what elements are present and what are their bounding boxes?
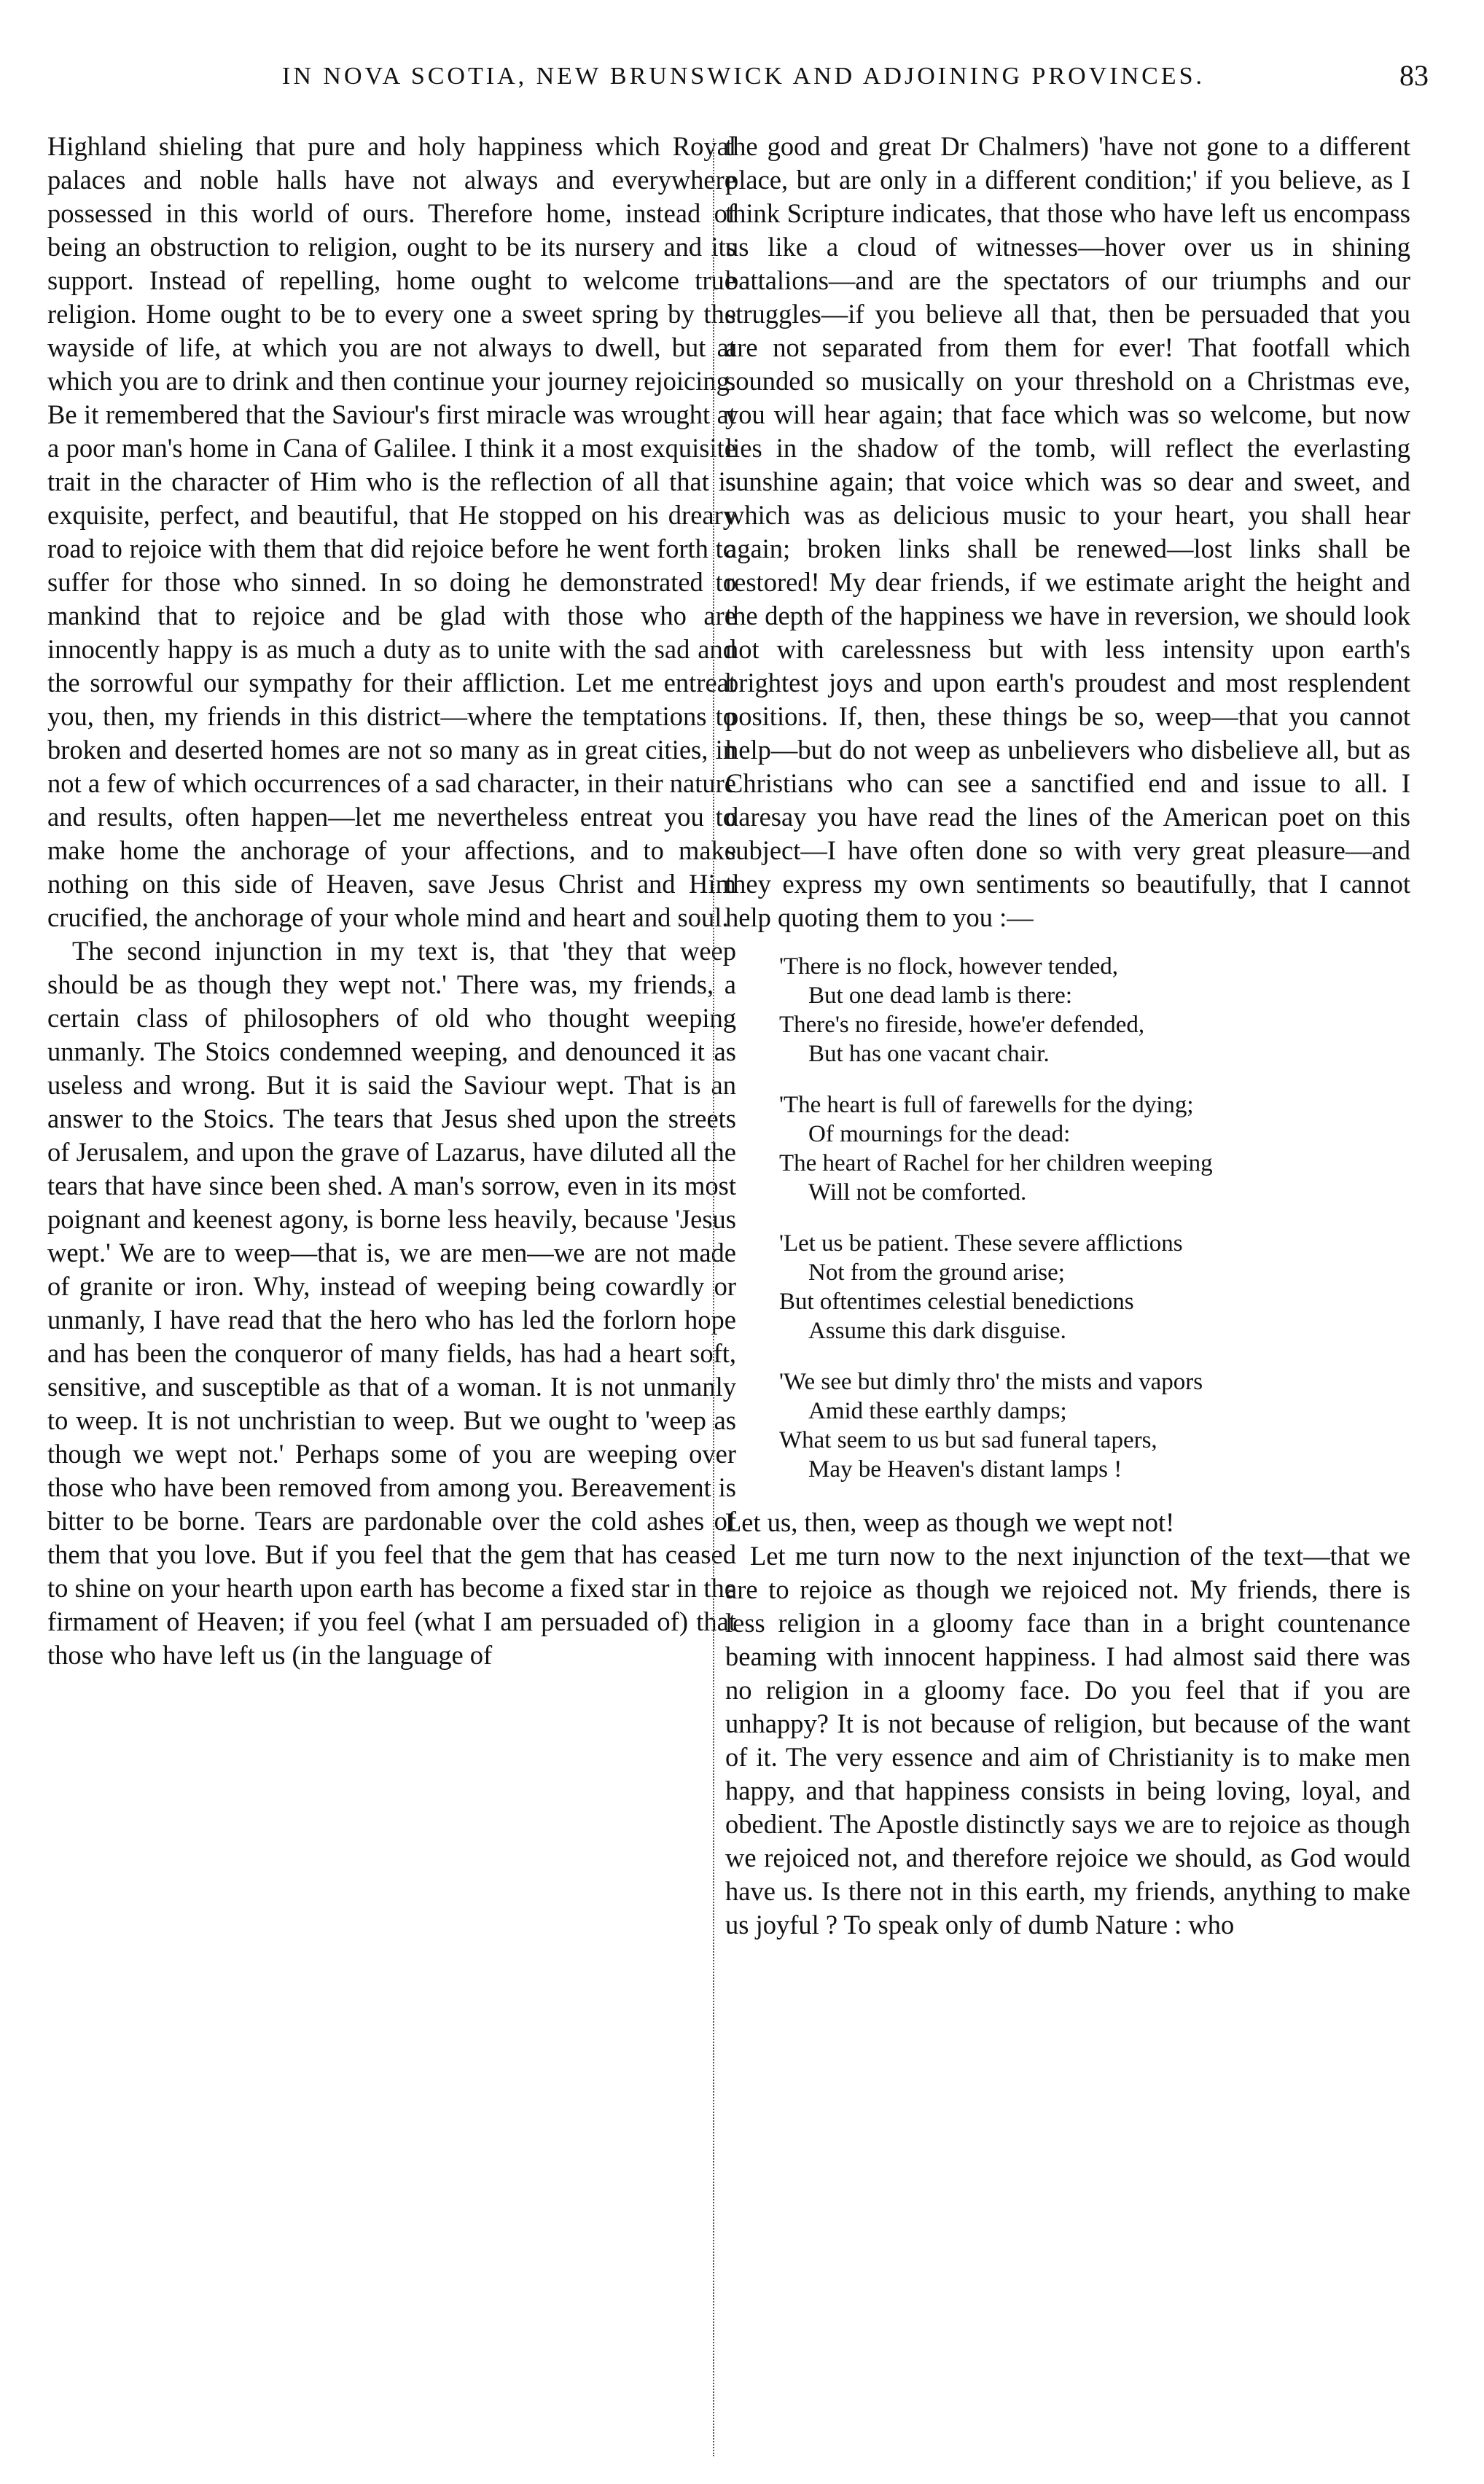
poem-line: 'There is no flock, however tended, (779, 953, 1119, 980)
poem-line: What seem to us but sad funeral tapers, (779, 1427, 1157, 1453)
column-divider (713, 138, 714, 2456)
paragraph: The second injunction in my text is, that 'they that weep should be as though they wept not.' There was, my friends, a certain class of philosophers of old who thought weeping unmanly. The Stoics condemned weeping, and denounced it as useless and wrong. But it is said the Saviour wept. That is an answer to the Stoics. The tears that Jesus shed upon the streets of Jerusalem, and upon the grave of Lazarus, have diluted all the tears that have since been shed. A man's sorrow, even in its most poignant and keenest agony, is borne less heavily, because 'Jesus wept.' We are to weep—that is, we are men—we are not made of granite or iron. Why, instead of weeping being cowardly or unmanly, I have read that the hero who has led the forlorn hope and has been the conqueror of many fields, has had a heart soft, sensitive, and susceptible as that of a woman. It is not unmanly to weep. It is not unchristian to weep. But we ought to 'weep as though we wept not.' Perhaps some of you are weeping over those who have been removed from among you. Bereavement is bitter to be borne. Tears are pardonable over the cold ashes of them that you love. But if you feel that the gem that has ceased to shine on your hearth upon earth has become a fixed star in the firmament of Heaven; if you feel (what I am persuaded of) that those who have left us (in the language of (47, 936, 736, 1670)
page-number: 83 (1399, 59, 1429, 92)
poem-line: 'Let us be patient. These severe afflictions (779, 1230, 1183, 1257)
paragraph: Highland shieling that pure and holy happiness which Royal palaces and noble halls have not always and everywhere possessed in this world of ours. Therefore home, instead of being an obstruction to religion, ought to be its nursery and its support. Instead of repelling, home ought to welcome true religion. Home ought to be to every one a sweet spring by the wayside of life, at which you are not always to dwell, but at which you are to drink and then continue your journey rejoicing. Be it remembered that the Saviour's first miracle was wrought at a poor man's home in Cana of Galilee. I think it a most exquisite trait in the character of Him who is the reflection of all that is exquisite, perfect, and beautiful, that He stopped on his dreary road to rejoice with them that did rejoice before he went forth to suffer for those who sinned. In so doing he demonstrated to mankind that to rejoice and be glad with those who are innocently happy is as much a duty as to unite with the sad and the sorrowful our sympathy for their affliction. Let me entreat you, then, my friends in this district—where the temptations to broken and deserted homes are not so many as in great cities, in not a few of which occurrences of a sad character, in their nature and results, often happen—let me nevertheless entreat you to make home the anchorage of your affections, and to make nothing on this side of Heaven, save Jesus Christ and Him crucified, the anchorage of your whole mind and heart and soul. (47, 131, 736, 932)
poem-stanza (779, 952, 1410, 1069)
right-column (725, 130, 1410, 1942)
closing-line: Let us, then, weep as though we wept not! (725, 1507, 1175, 1537)
poem-stanza (779, 1229, 1410, 1346)
paragraph: Let me turn now to the next injunction of the text—that we are to rejoice as though we rejoiced not. My friends, there is less religion in a gloomy face than in a bright countenance beaming with innocent happiness. I had almost said there was no religion in a gloomy face. Do you feel that if you are unhappy? It is not because of religion, but because of the want of it. The very essence and aim of Christianity is to make men happy, and that happiness consists in being loving, loyal, and obedient. The Apostle distinctly says we are to rejoice as though we rejoiced not, and therefore rejoice we should, as God would have us. Is there not in this earth, my friends, anything to make us joyful ? To speak only of dumb Nature : who (725, 1541, 1410, 1940)
poem-stanza (779, 1367, 1410, 1484)
poem-stanza (779, 1090, 1410, 1207)
poem-line: There's no fireside, howe'er defended, (779, 1012, 1145, 1038)
left-column (47, 130, 736, 1672)
poem-line: May be Heaven's distant lamps ! (808, 1456, 1122, 1483)
poem-line: Not from the ground arise; (808, 1259, 1065, 1286)
poem-line: Will not be comforted. (808, 1179, 1027, 1206)
poem-line: But has one vacant chair. (808, 1041, 1050, 1067)
poem-line: 'The heart is full of farewells for the dying; (779, 1092, 1194, 1118)
poem-line: The heart of Rachel for her children weeping (779, 1150, 1213, 1176)
poem-line: 'We see but dimly thro' the mists and vapors (779, 1369, 1203, 1395)
poem-line: But one dead lamb is there: (808, 983, 1072, 1009)
poem (779, 952, 1410, 1484)
poem-line: But oftentimes celestial benedictions (779, 1289, 1134, 1315)
poem-line: Of mournings for the dead: (808, 1121, 1071, 1147)
running-title: IN NOVA SCOTIA, NEW BRUNSWICK AND ADJOINING PROVINCES. (282, 63, 1205, 90)
paragraph: the good and great Dr Chalmers) 'have not gone to a different place, but are only in a different condition;' if you believe, as I think Scripture indicates, that those who have left us encompass us like a cloud of witnesses—hover over us in shining battalions—and are the spectators of our triumphs and our struggles—if you believe all that, then be persuaded that you are not separated from them for ever! That footfall which sounded so musically on your threshold on a Christmas eve, you will hear again; that face which was so welcome, but now lies in the shadow of the tomb, will reflect the everlasting sunshine again; that voice which was so dear and sweet, and which was as delicious music to your heart, you shall hear again; broken links shall be renewed—lost links shall be restored! My dear friends, if we estimate aright the height and the depth of the happiness we have in reversion, we should look not with carelessness but with less intensity upon earth's brightest joys and upon earth's proudest and most resplendent positions. If, then, these things be so, weep—that you cannot help—but do not weep as unbelievers who disbelieve all, but as Christians who can see a sanctified end and issue to all. I daresay you have read the lines of the American poet on this subject—I have often done so with very great pleasure—and they express my own sentiments so beautifully, that I cannot help quoting them to you :— (725, 131, 1410, 932)
poem-line: Assume this dark disguise. (808, 1318, 1066, 1344)
poem-line: Amid these earthly damps; (808, 1398, 1067, 1424)
